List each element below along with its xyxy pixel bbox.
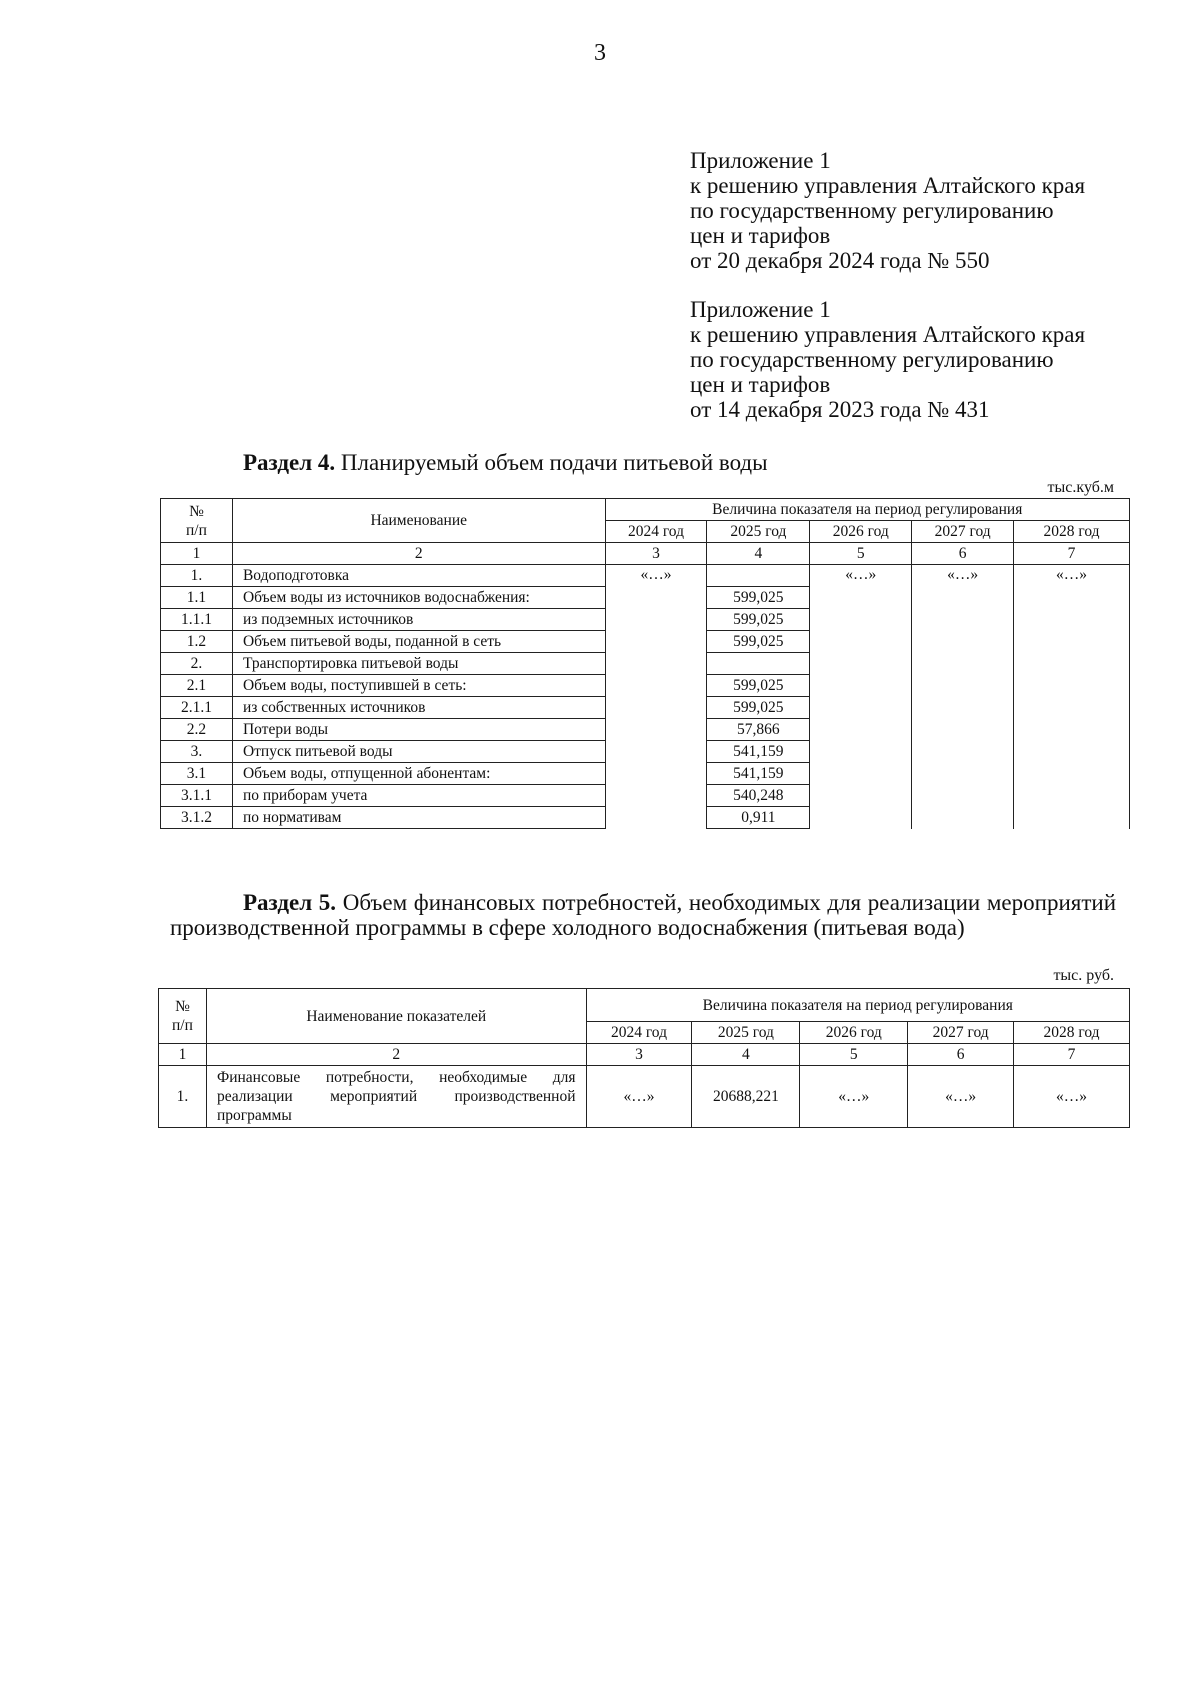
- appendix-line: цен и тарифов: [690, 223, 831, 248]
- col-number-cell: 5: [810, 543, 912, 565]
- value-2024: «…»: [586, 1066, 692, 1128]
- appendix-line: цен и тарифов: [690, 372, 831, 397]
- value-2026: «…»: [810, 565, 912, 829]
- row-number: 1.: [161, 565, 233, 587]
- table-row: [159, 1066, 1130, 1128]
- col-number-cell: 1: [159, 1044, 207, 1066]
- col-header-year: 2028 год: [1014, 521, 1130, 543]
- section-5-title-text: Объем финансовых потребностей, необходимых для реализации мероприятий производственной программы в сфере холодного водоснабжения (питьевая вода): [170, 890, 1117, 940]
- appendix-line: от 20 декабря 2024 года № 550: [690, 248, 990, 273]
- value-2028: «…»: [1014, 565, 1130, 829]
- value-2025: 599,025: [707, 675, 810, 697]
- col-number-cell: 7: [1014, 1044, 1130, 1066]
- value-2025: 599,025: [707, 631, 810, 653]
- col-header-period: Величина показателя на период регулирования: [586, 989, 1129, 1022]
- appendix-block-current: [690, 148, 1085, 273]
- row-name: из собственных источников: [232, 697, 605, 719]
- row-name: Водоподготовка: [232, 565, 605, 587]
- value-2025: [707, 565, 810, 587]
- row-number: 3.1.2: [161, 807, 233, 829]
- value-2025: 599,025: [707, 697, 810, 719]
- row-number: 3.: [161, 741, 233, 763]
- row-name: по приборам учета: [232, 785, 605, 807]
- col-header-number: № п/п: [161, 499, 233, 543]
- appendix-line: Приложение 1: [690, 297, 831, 322]
- col-header-name: Наименование показателей: [206, 989, 586, 1044]
- col-header-year: 2026 год: [800, 1022, 908, 1044]
- col-header-year: 2025 год: [707, 521, 810, 543]
- appendix-line: от 14 декабря 2023 года № 431: [690, 397, 990, 422]
- col-header-year: 2026 год: [810, 521, 912, 543]
- col-number-cell: 2: [206, 1044, 586, 1066]
- col-header-year: 2024 год: [586, 1022, 692, 1044]
- col-header-year: 2027 год: [912, 521, 1014, 543]
- row-number: 2.1: [161, 675, 233, 697]
- value-2025: 57,866: [707, 719, 810, 741]
- col-header-year: 2028 год: [1014, 1022, 1130, 1044]
- col-number-cell: 7: [1014, 543, 1130, 565]
- row-number: 3.1: [161, 763, 233, 785]
- appendix-line: к решению управления Алтайского края: [690, 173, 1086, 198]
- row-name: из подземных источников: [232, 609, 605, 631]
- section-4-title-text: Планируемый объем подачи питьевой воды: [335, 450, 768, 475]
- value-2025: 599,025: [707, 587, 810, 609]
- col-number-cell: 6: [912, 543, 1014, 565]
- value-2026: «…»: [800, 1066, 908, 1128]
- row-name: Объем питьевой воды, поданной в сеть: [232, 631, 605, 653]
- row-name: Финансовые потребности, необходимые для реализации мероприятий производственной программы: [206, 1066, 586, 1128]
- section-4-units: тыс.куб.м: [1047, 479, 1114, 496]
- section-5-title: [170, 890, 1116, 940]
- row-number: 1.1: [161, 587, 233, 609]
- row-name: Объем воды, отпущенной абонентам:: [232, 763, 605, 785]
- row-number: 2.2: [161, 719, 233, 741]
- value-2027: «…»: [908, 1066, 1014, 1128]
- row-number: 2.: [161, 653, 233, 675]
- appendix-line: Приложение 1: [690, 148, 831, 173]
- row-name: по нормативам: [232, 807, 605, 829]
- row-name: Объем воды, поступившей в сеть:: [232, 675, 605, 697]
- col-header-period: Величина показателя на период регулирования: [605, 499, 1129, 521]
- col-header-name: Наименование: [232, 499, 605, 543]
- col-header-number: № п/п: [159, 989, 207, 1044]
- value-2027: «…»: [912, 565, 1014, 829]
- row-name: Транспортировка питьевой воды: [232, 653, 605, 675]
- section-5-title-bold: Раздел 5.: [243, 890, 337, 915]
- col-number-cell: 3: [605, 543, 707, 565]
- value-2025: [707, 653, 810, 675]
- appendix-line: к решению управления Алтайского края: [690, 322, 1086, 347]
- col-number-cell: 3: [586, 1044, 692, 1066]
- value-2025: 540,248: [707, 785, 810, 807]
- water-supply-volume-table: [160, 498, 1130, 829]
- value-2025: 0,911: [707, 807, 810, 829]
- value-2025: 20688,221: [692, 1066, 800, 1128]
- row-number: 1.2: [161, 631, 233, 653]
- col-number-cell: 6: [908, 1044, 1014, 1066]
- page-number: 3: [594, 40, 606, 66]
- col-header-year: 2024 год: [605, 521, 707, 543]
- row-name: Отпуск питьевой воды: [232, 741, 605, 763]
- col-number-cell: 4: [692, 1044, 800, 1066]
- row-number: 1.1.1: [161, 609, 233, 631]
- section-5-units: тыс. руб.: [1053, 967, 1114, 984]
- value-2028: «…»: [1014, 1066, 1130, 1128]
- value-2025: 541,159: [707, 741, 810, 763]
- section-4-title-bold: Раздел 4.: [243, 450, 336, 475]
- col-number-cell: 4: [707, 543, 810, 565]
- row-number: 1.: [159, 1066, 207, 1128]
- col-number-cell: 5: [800, 1044, 908, 1066]
- value-2025: 599,025: [707, 609, 810, 631]
- section-4-title: [243, 450, 768, 475]
- row-number: 3.1.1: [161, 785, 233, 807]
- col-header-year: 2025 год: [692, 1022, 800, 1044]
- row-name: Объем воды из источников водоснабжения:: [232, 587, 605, 609]
- value-2024: «…»: [605, 565, 707, 829]
- col-header-year: 2027 год: [908, 1022, 1014, 1044]
- row-name: Потери воды: [232, 719, 605, 741]
- col-number-cell: 1: [161, 543, 233, 565]
- table-row: [161, 565, 1130, 587]
- appendix-line: по государственному регулированию: [690, 198, 1054, 223]
- financial-needs-table: [158, 988, 1130, 1128]
- col-number-cell: 2: [232, 543, 605, 565]
- appendix-line: по государственному регулированию: [690, 347, 1054, 372]
- value-2025: 541,159: [707, 763, 810, 785]
- row-number: 2.1.1: [161, 697, 233, 719]
- appendix-block-previous: [690, 297, 1085, 422]
